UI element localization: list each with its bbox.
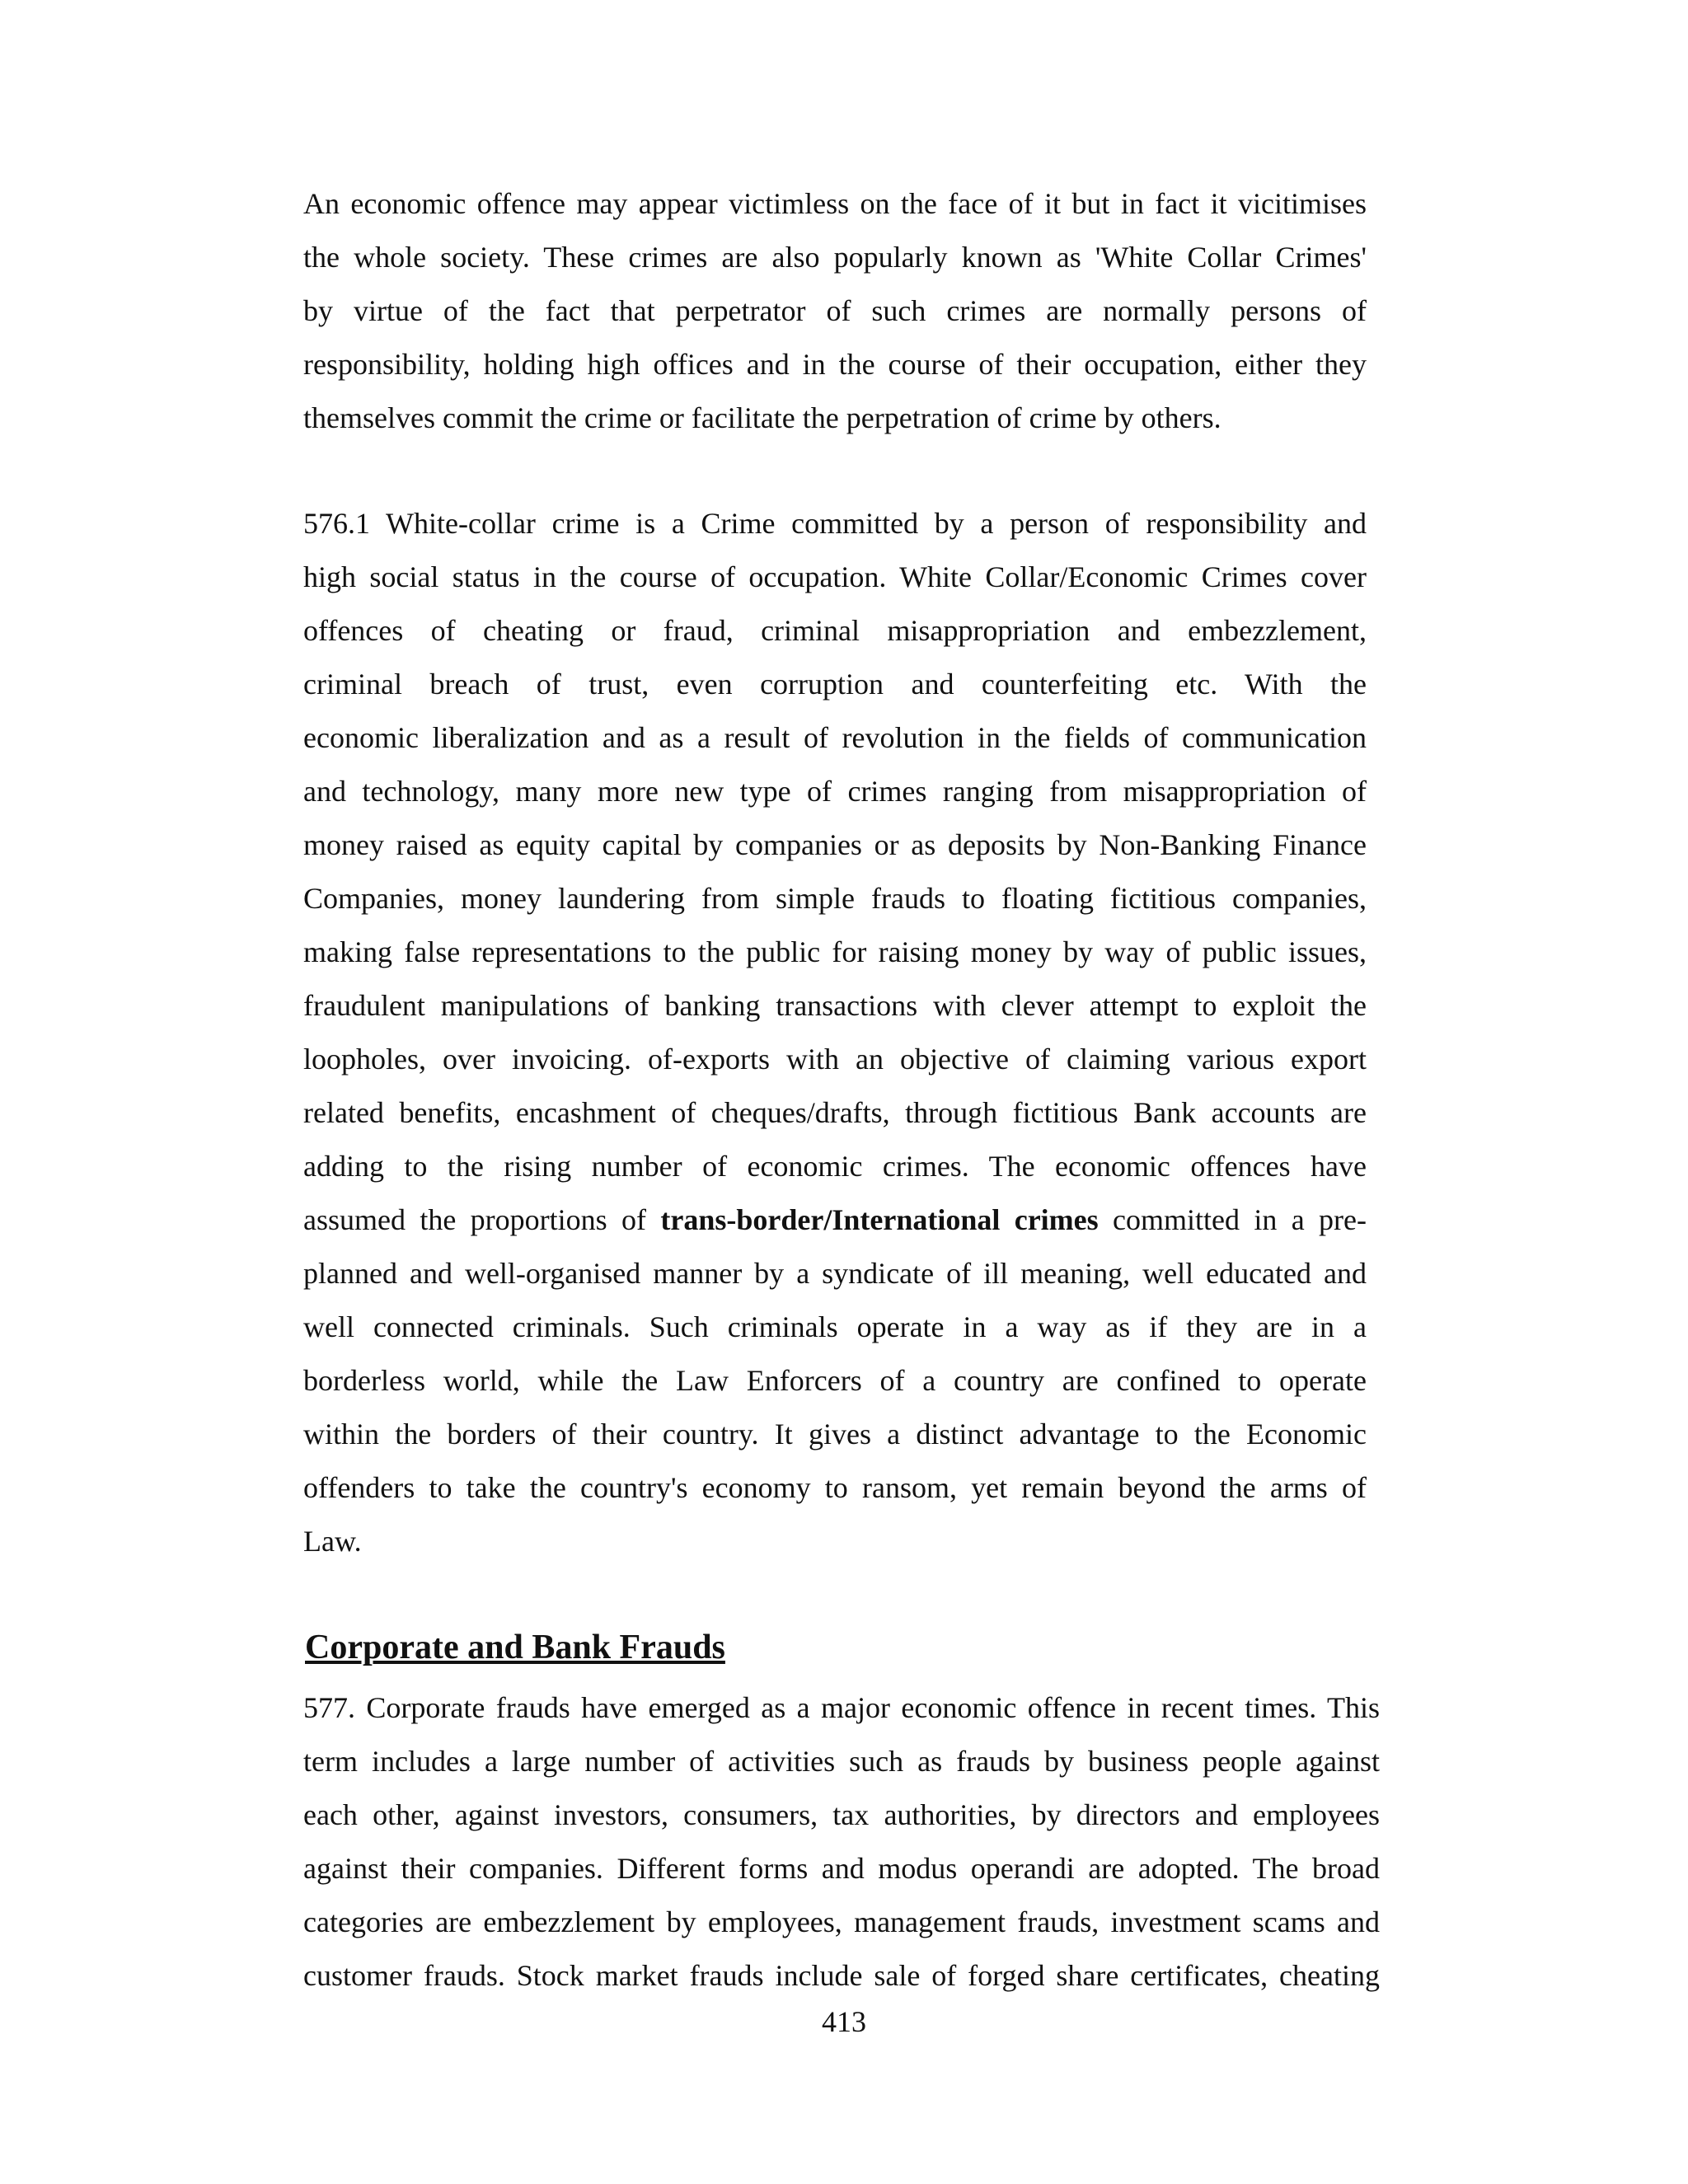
text-line: offences of cheating or fraud, criminal misappropriation and embezzlement, [303,614,1367,647]
text-line: offenders to take the country's economy to ransom, yet remain beyond the arms of [303,1471,1367,1504]
section-heading-corporate-bank-frauds: Corporate and Bank Frauds [305,1629,725,1666]
text-line: 576.1 White-collar crime is a Crime committed by a person of responsibility and [303,507,1367,540]
paragraph-576-1-white-collar-crime [303,497,1367,1568]
text-line: fraudulent manipulations of banking transactions with clever attempt to exploit the [303,989,1367,1022]
text-line: adding to the rising number of economic crimes. The economic offences have [303,1150,1367,1183]
text-line: within the borders of their country. It gives a distinct advantage to the Economic [303,1418,1367,1451]
paragraph-577-corporate-frauds [303,1681,1380,2003]
bold-phrase-trans-border-crimes: trans-border/International crimes [660,1203,1099,1236]
text-line: well connected criminals. Such criminals operate in a way as if they are in a [303,1310,1367,1343]
text-line: related benefits, encashment of cheques/drafts, through fictitious Bank accounts are [303,1096,1367,1129]
text-line: economic liberalization and as a result of revolution in the fields of communication [303,721,1367,754]
page-number: 413 [822,2005,866,2038]
text-line: responsibility, holding high offices and in the course of their occupation, either they [303,348,1367,381]
text-line: against their companies. Different forms and modus operandi are adopted. The broad [303,1852,1380,1885]
text-line: themselves commit the crime or facilitate the perpetration of crime by others. [303,401,1221,434]
text-line-with-bold [303,1193,1367,1247]
paragraph-economic-offence-intro [303,177,1367,445]
text-line: the whole society. These crimes are also popularly known as 'White Collar Crimes' [303,241,1367,274]
text-line: categories are embezzlement by employees, management frauds, investment scams and [303,1905,1380,1938]
text-run: assumed the proportions of [303,1203,661,1236]
text-line: loopholes, over invoicing. of-exports with an objective of claiming various export [303,1043,1367,1076]
text-line: making false representations to the public for raising money by way of public issues, [303,935,1367,968]
text-line: Law. [303,1525,362,1558]
text-line: and technology, many more new type of crimes ranging from misappropriation of [303,775,1367,808]
text-line: 577. Corporate frauds have emerged as a major economic offence in recent times. This [303,1691,1380,1724]
text-line: customer frauds. Stock market frauds include sale of forged share certificates, cheating [303,1959,1380,1992]
text-line: criminal breach of trust, even corruption and counterfeiting etc. With the [303,668,1367,701]
text-line: borderless world, while the Law Enforcers of a country are confined to operate [303,1364,1367,1397]
text-line: An economic offence may appear victimless on the face of it but in fact it vicitimises [303,187,1367,220]
text-line: by virtue of the fact that perpetrator of such crimes are normally persons of [303,294,1367,327]
text-line: planned and well-organised manner by a syndicate of ill meaning, well educated and [303,1257,1367,1290]
text-run: committed in a pre- [1098,1203,1367,1236]
text-line: term includes a large number of activities such as frauds by business people against [303,1745,1380,1778]
text-line: money raised as equity capital by companies or as deposits by Non-Banking Finance [303,828,1367,861]
text-line: high social status in the course of occupation. White Collar/Economic Crimes cover [303,560,1367,593]
text-line: each other, against investors, consumers, tax authorities, by directors and employees [303,1798,1380,1831]
text-line: Companies, money laundering from simple frauds to floating fictitious companies, [303,882,1367,915]
